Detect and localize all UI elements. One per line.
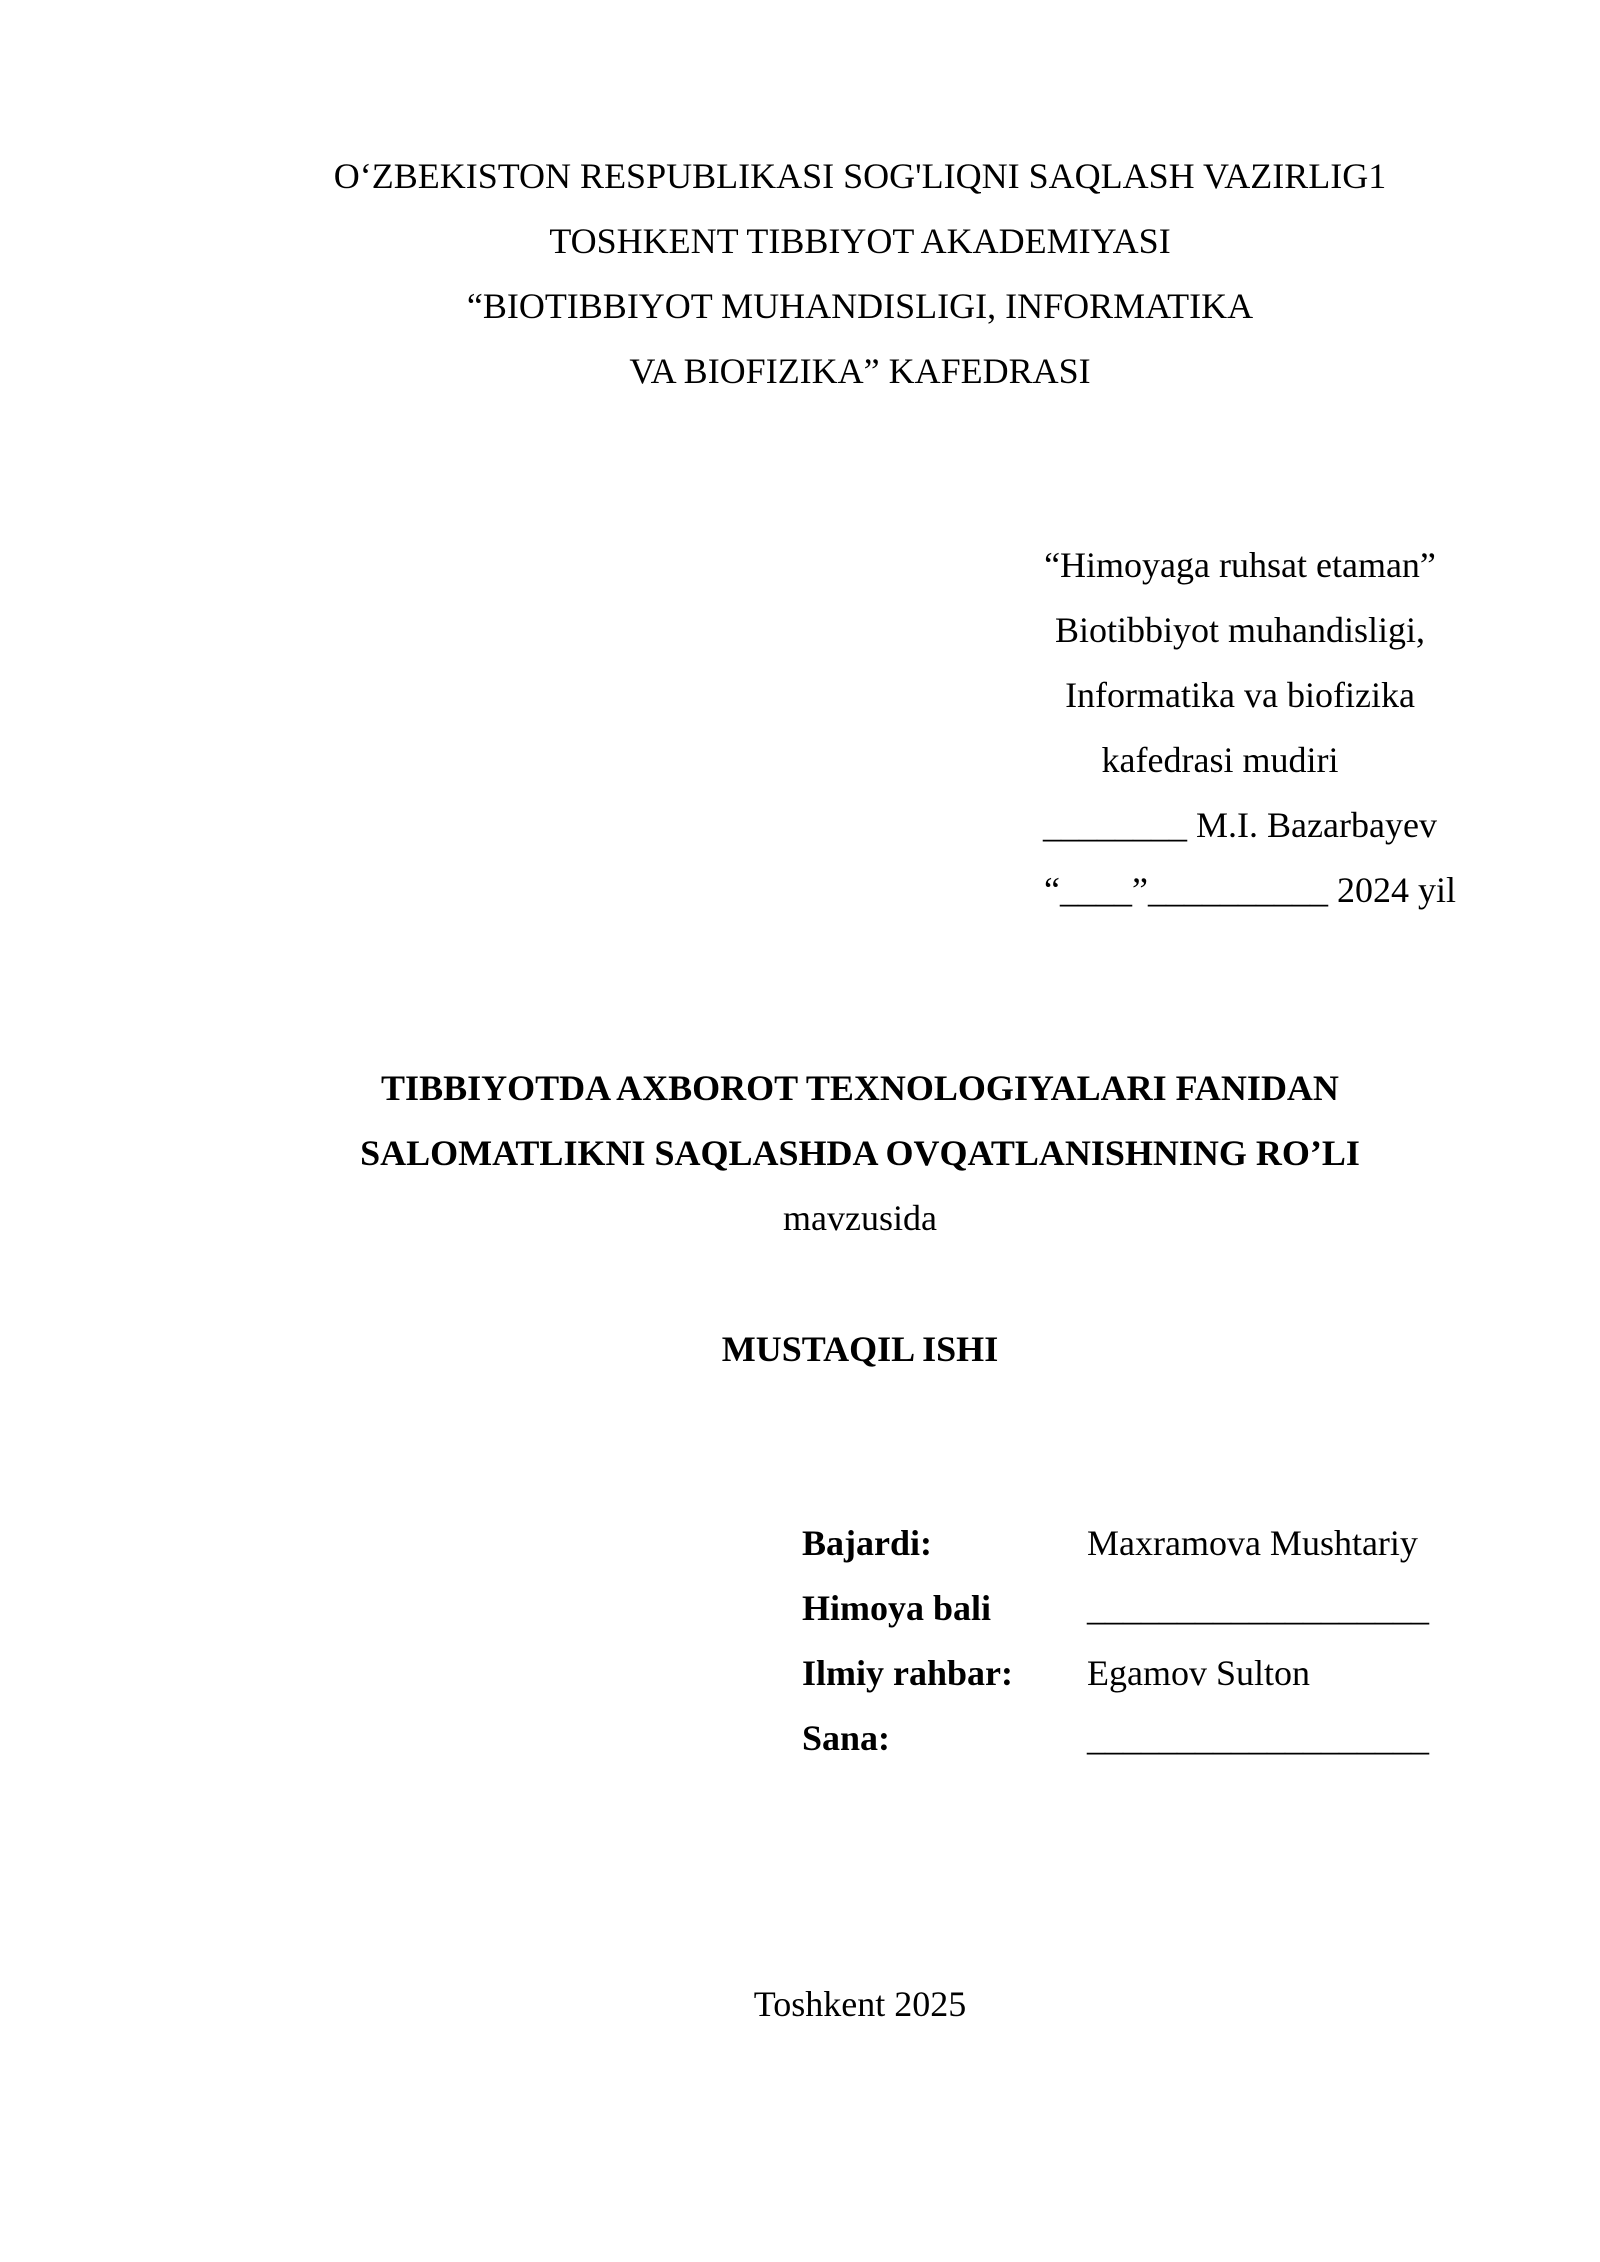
department-name-line2: VA BIOFIZIKA” KAFEDRASI (629, 351, 1091, 391)
info-value-date: ___________________ (1087, 1718, 1429, 1758)
info-label-grade: Himoya bali (802, 1588, 992, 1628)
title-line1: TIBBIYOTDA AXBOROT TEXNOLOGIYALARI FANIDAN (381, 1068, 1339, 1108)
info-label-performer: Bajardi: (802, 1523, 932, 1563)
approval-heading: “Himoyaga ruhsat etaman” (1044, 545, 1436, 585)
approval-line-2: Biotibbiyot muhandisligi, (1054, 610, 1426, 650)
department-name-line1: “BIOTIBBIYOT MUHANDISLIGI, INFORMATIKA (466, 286, 1254, 326)
title-subtitle: mavzusida (783, 1198, 937, 1238)
info-value-performer: Maxramova Mushtariy (1087, 1523, 1418, 1563)
approval-line-3: Informatika va biofizika (1065, 675, 1415, 715)
footer-place-year: Toshkent 2025 (753, 1984, 967, 2024)
info-value-supervisor: Egamov Sulton (1087, 1653, 1310, 1693)
info-label-date: Sana: (802, 1718, 891, 1758)
approval-line-4: kafedrasi mudiri (1101, 740, 1339, 780)
title-line2: SALOMATLIKNI SAQLASHDA OVQATLANISHNING RO’LI (360, 1133, 1360, 1173)
approval-date: “____”__________ 2024 yil (1044, 870, 1456, 910)
ministry-name: O‘ZBEKISTON RESPUBLIKASI SOG'LIQNI SAQLASH VAZIRLIG1 (333, 156, 1387, 196)
work-type: MUSTAQIL ISHI (721, 1329, 999, 1369)
info-label-supervisor: Ilmiy rahbar: (802, 1653, 1013, 1693)
academy-name: TOSHKENT TIBBIYOT AKADEMIYASI (549, 221, 1171, 261)
info-value-grade: ___________________ (1087, 1588, 1429, 1628)
approval-signature: ________ M.I. Bazarbayev (1043, 805, 1437, 845)
